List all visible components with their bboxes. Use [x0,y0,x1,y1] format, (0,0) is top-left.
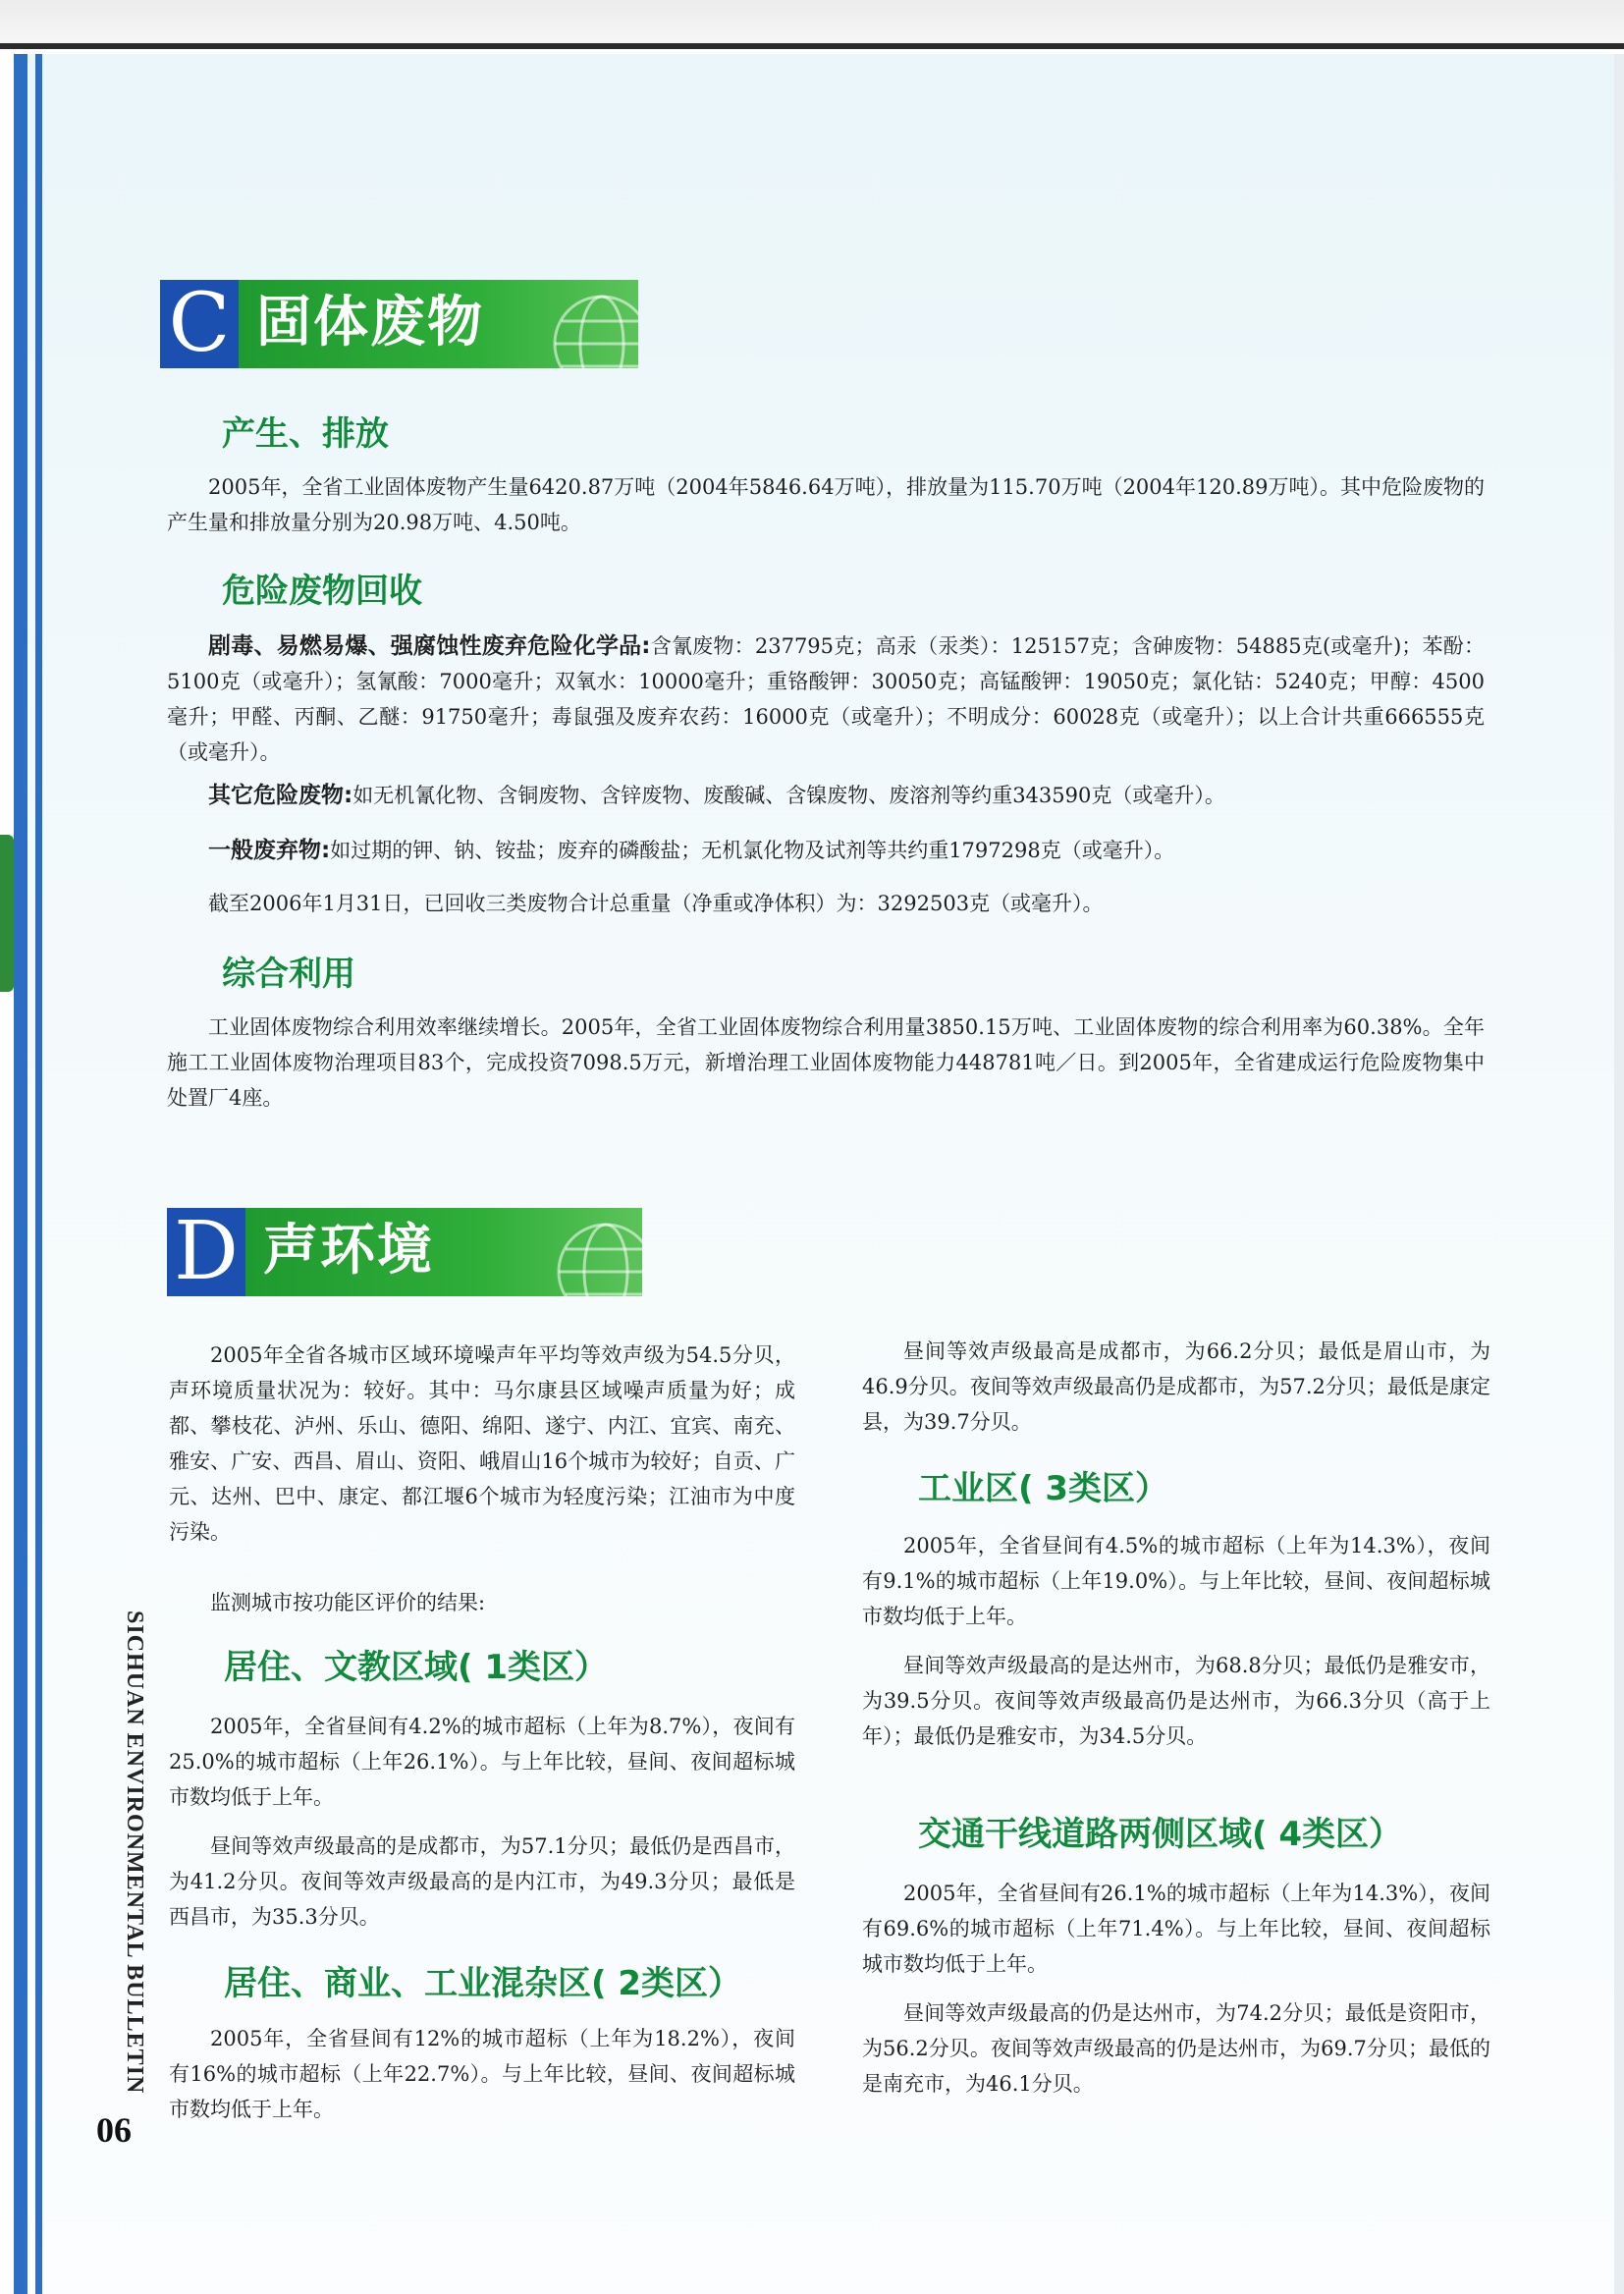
page-number: 06 [96,2110,132,2150]
paragraph-recovery-total: 截至2006年1月31日，已回收三类废物合计总重量（净重或净体积）为：3292503克（或毫升）。 [208,892,1104,915]
paragraph-class1-rate: 2005年，全省昼间有4.2%的城市超标（上年为8.7%），夜间有25.0%的城市超标（上年26.1%）。与上年比较，昼间、夜间超标城市数均低于上年。 [169,1715,795,1809]
lead-hazard-chemicals: 剧毒、易燃易爆、强腐蚀性废弃危险化学品: [208,633,651,659]
paragraph-general-waste [167,833,1485,868]
globe-icon [552,1218,642,1296]
paragraph-hazard-chemicals [167,628,1485,770]
heading-reuse: 综合利用 [222,955,355,994]
section-c-title: 固体废物 [256,291,484,355]
paragraph-class4-rate: 2005年，全省昼间有26.1%的城市超标（上年为14.3%），夜间有69.6%的城市超标（上年71.4%）。与上年比较，昼间、夜间超标城市数均低于上年。 [862,1882,1490,1976]
text-other-hazard: 如无机氰化物、含铜废物、含锌废物、废酸碱、含镍废物、废溶剂等约重343590克（或毫升）。 [352,784,1225,807]
section-c-banner [160,277,638,370]
heading-hazardous-recovery: 危险废物回收 [222,572,422,611]
text-hazard-chemicals: 含氰废物：237795克；高汞（汞类）：125157克；含砷废物：54885克(或毫升)；苯酚：5100克（或毫升）；氢氰酸：7000毫升；双氧水：10000毫升；重铬酸钾：30050克；高锰酸钾：19050克；氯化钴：5240克；甲醇：4500毫升；甲醛、丙酮、乙醚：91750毫升；毒鼠强及废弃农药：16000克（或毫升）；不明成分：60028克（或毫升）；以上合计共重666555克（或毫升）。 [167,634,1485,764]
heading-class1: 居住、文教区域( 1类区） [224,1648,609,1687]
text-general-waste: 如过期的钾、钠、铵盐；废弃的磷酸盐；无机氯化物及试剂等共约重1797298克（或毫升）。 [330,839,1175,862]
paragraph-class1-levels: 昼间等效声级最高的是成都市，为57.1分贝；最低仍是西昌市，为41.2分贝。夜间等效声级最高的是内江市，为49.3分贝；最低是西昌市，为35.3分贝。 [169,1834,795,1929]
scan-top-margin [0,0,1624,49]
right-page-edge [1614,54,1624,2294]
section-d-title: 声环境 [263,1219,434,1283]
left-spine-bar [14,54,27,2294]
paragraph-noise-intro: 2005年全省各城市区域环境噪声年平均等效声级为54.5分贝，声环境质量状况为：较好。其中：马尔康县区域噪声质量为好；成都、攀枝花、泸州、乐山、德阳、绵阳、遂宁、内江、宜宾、南充、雅安、广安、西昌、眉山、资阳、峨眉山16个城市为较好；自贡、广元、达州、巴中、康定、都江堰6个城市为轻度污染；江油市为中度污染。 [169,1343,795,1544]
heading-class4: 交通干线道路两侧区域( 4类区） [918,1815,1403,1854]
section-d-banner [167,1205,642,1298]
heading-class3: 工业区( 3类区） [918,1469,1169,1508]
green-tab-marker [0,835,14,992]
section-c-title-box [239,280,638,368]
paragraph-function-zones: 监测城市按功能区评价的结果: [210,1591,486,1614]
paragraph-class3-rate: 2005年，全省昼间有4.5%的城市超标（上年为14.3%），夜间有9.1%的城市超标（上年19.0%）。与上年比较，昼间、夜间超标城市数均低于上年。 [862,1534,1490,1628]
paragraph-class2-levels: 昼间等效声级最高是成都市，为66.2分贝；最低是眉山市，为46.9分贝。夜间等效声级最高仍是成都市，为57.2分贝；最低是康定县，为39.7分贝。 [862,1339,1490,1434]
paragraph-generation: 2005年，全省工业固体废物产生量6420.87万吨（2004年5846.64万吨），排放量为115.70万吨（2004年120.89万吨）。其中危险废物的产生量和排放量分别为20.98万吨、4.50吨。 [167,475,1485,534]
globe-icon [548,290,638,368]
scan-top-edge [0,43,1624,49]
paragraph-class4-levels: 昼间等效声级最高的仍是达州市，为74.2分贝；最低是资阳市，为56.2分贝。夜间等效声级最高的仍是达州市，为69.7分贝；最低的是南充市，为46.1分贝。 [862,2001,1490,2096]
section-c-letter: C [160,280,239,368]
section-d-letter: D [167,1208,245,1296]
left-spine-bar-inner [35,54,42,2294]
lead-general-waste: 一般废弃物: [208,838,331,863]
paragraph-reuse: 工业固体废物综合利用效率继续增长。2005年，全省工业固体废物综合利用量3850.15万吨、工业固体废物的综合利用率为60.38%。全年施工工业固体废物治理项目83个，完成投资7098.5万元，新增治理工业固体废物能力448781吨／日。到2005年，全省建成运行危险废物集中处置厂4座。 [167,1015,1485,1110]
heading-class2: 居住、商业、工业混杂区( 2类区） [224,1964,742,2003]
paragraph-class2-rate: 2005年，全省昼间有12%的城市超标（上年为18.2%），夜间有16%的城市超标（上年22.7%）。与上年比较，昼间、夜间超标城市数均低于上年。 [169,2027,795,2121]
lead-other-hazard: 其它危险废物: [208,783,353,808]
heading-generation: 产生、排放 [222,414,389,454]
journal-title-vertical: SICHUAN ENVIRONMENTAL BULLETIN [122,1611,147,2095]
section-d-title-box [245,1208,642,1296]
paragraph-other-hazard [167,778,1485,813]
paragraph-class3-levels: 昼间等效声级最高的是达州市，为68.8分贝；最低仍是雅安市，为39.5分贝。夜间等效声级最高仍是达州市，为66.3分贝（高于上年）；最低仍是雅安市，为34.5分贝。 [862,1654,1490,1748]
